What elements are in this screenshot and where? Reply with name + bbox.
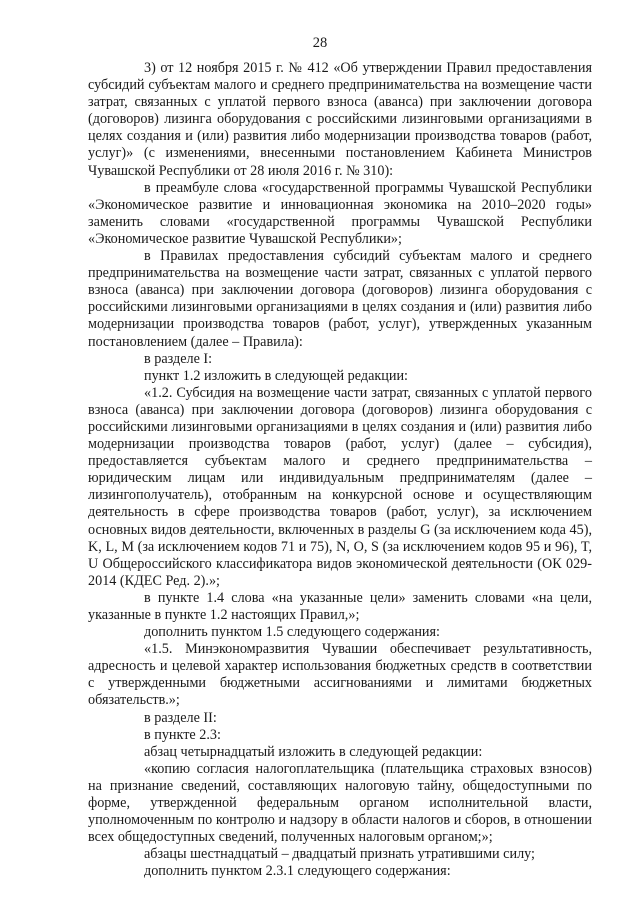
paragraph-consent-copy: «копию согласия налогоплательщика (плательщика страховых взносов) на признание сведений, составляющих налоговую тайну, общедоступными по форме, утвержденной федеральным органом исполнительной власти, уполномоченным по контролю и надзору в области налогов и сборов, в отношении всех общедоступных сведений, полученных налоговым органом;»; <box>88 760 592 846</box>
paragraph-item-1-2-text: «1.2. Субсидия на возмещение части затрат, связанных с уплатой первого взноса (аванса) при заключении договора (договоров) лизинга оборудования с российскими лизинговыми организациями в целях создания и (или) развития либо модернизации производства товаров (работ, услуг) (далее – субсидия), предоставляется субъектам малого и среднего предпринимательства – юридическим лицам или индивидуальным предпринимателям (далее – лизингополучатель), отобранным на конкурсной основе и осуществляющим деятельность в сфере производства товаров (работ, услуг), за исключением основных видов деятельности, включенных в разделы G (за исключением кода 45), K, L, M (за исключением кодов 71 и 75), N, O, S (за исключением кодов 95 и 96), T, U Общероссийского классификатора видов экономической деятельности (ОК 029-2014 (КДЕС Ред. 2).»; <box>88 384 592 589</box>
paragraph-item-2-3: в пункте 2.3: <box>144 726 221 743</box>
paragraph-item-1-4: в пункте 1.4 слова «на указанные цели» заменить словами «на цели, указанные в пункте 1.2 настоящих Правил,»; <box>88 589 592 623</box>
paragraph-section-2: в разделе II: <box>144 709 217 726</box>
paragraph-rules-change: в Правилах предоставления субсидий субъектам малого и среднего предпринимательства на возмещение части затрат, связанных с уплатой первого взноса (аванса) при заключении договора (договоров) лизинга оборудования с российскими лизинговыми организациями в целях создания и (или) развития либо модернизации производства товаров (работ, услуг), утвержденных указанным постановлением (далее – Правила): <box>88 248 592 350</box>
paragraph-abzac-14: абзац четырнадцатый изложить в следующей редакции: <box>144 743 483 760</box>
paragraph-item-1-2-intro: пункт 1.2 изложить в следующей редакции: <box>144 367 408 384</box>
paragraph-item-2-3-1: дополнить пунктом 2.3.1 следующего содержания: <box>144 863 451 880</box>
paragraph-resolution-412: 3) от 12 ноября 2015 г. № 412 «Об утверждении Правил предоставления субсидий субъектам малого и среднего предпринимательства на возмещение части затрат, связанных с уплатой первого взноса (аванса) при заключении договора (договоров) лизинга оборудования с российскими лизинговыми организациями в целях создания и (или) развития либо модернизации производства товаров (работ, услуг)» (с изменениями, внесенными постановлением Кабинета Министров Чувашской Республики от 28 июля 2016 г. № 310): <box>88 60 592 179</box>
paragraph-abzac-16-20: абзацы шестнадцатый – двадцатый признать утратившими силу; <box>144 846 536 863</box>
page-number: 28 <box>312 35 328 51</box>
paragraph-preamble-change: в преамбуле слова «государственной программы Чувашской Республики «Экономическое развитие и инновационная экономика на 2010–2020 годы» заменить словами «государственной программы Чувашской Республики «Экономическое развитие Чувашской Республики»; <box>88 179 592 247</box>
paragraph-item-1-5-text: «1.5. Минэкономразвития Чувашии обеспечивает результативность, адресность и целевой характер использования бюджетных средств в соответствии с утвержденными бюджетными ассигнованиями и лимитами бюджетных обязательств.»; <box>88 641 592 709</box>
paragraph-section-1: в разделе I: <box>144 350 213 367</box>
document-body <box>88 60 592 881</box>
paragraph-item-1-5-intro: дополнить пунктом 1.5 следующего содержания: <box>144 624 440 641</box>
